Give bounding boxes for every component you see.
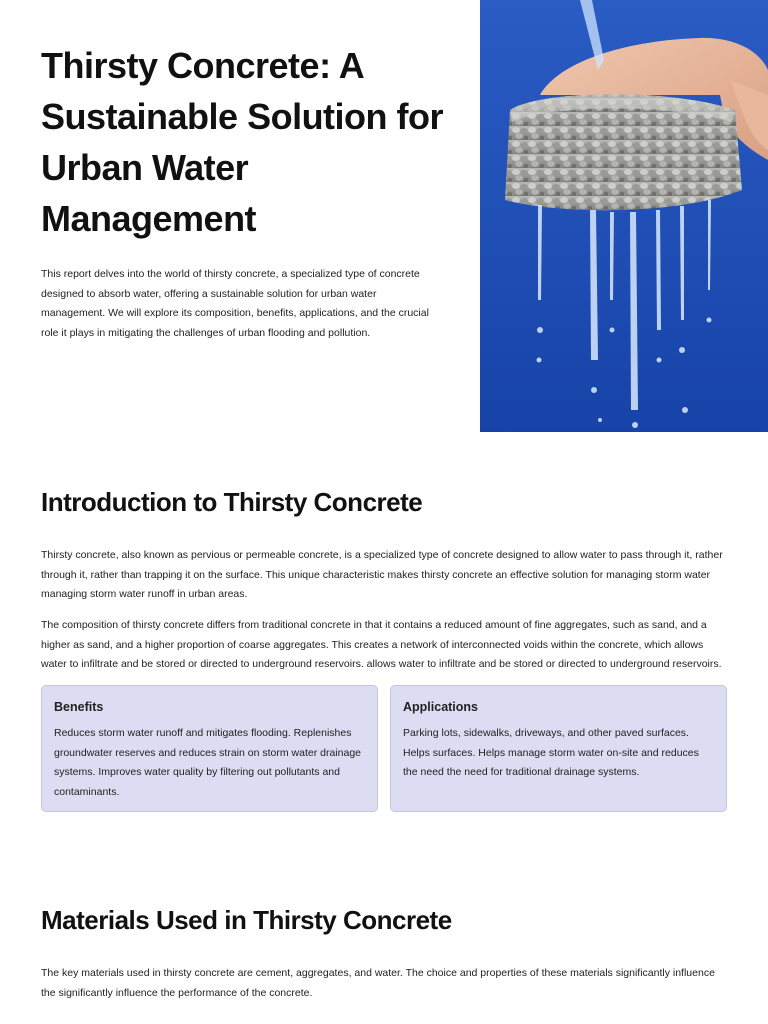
applications-text: Parking lots, sidewalks, driveways, and other paved surfaces. Helps surfaces. Helps manage storm water on-site and reduces the need the need for traditional drainage systems.: [403, 727, 699, 778]
pervious-concrete-photo: [480, 0, 768, 432]
materials-heading: Materials Used in Thirsty Concrete: [41, 905, 452, 935]
intro-heading: Introduction to Thirsty Concrete: [41, 487, 423, 517]
benefits-text: Reduces storm water runoff and mitigates flooding. Replenishes groundwater reserves and reduces strain on storm water drainage systems. Improves water quality by filtering out pollutants and contaminants.: [54, 727, 361, 798]
intro-paragraph-2: The composition of thirsty concrete differs from traditional concrete in that it contains a reduced amount of fine aggregates, such as sand, and a higher as sand, and a higher proportion of coarse aggregates. This creates a network of interconnected voids within the concrete, which allows water to infiltrate and be stored or directed to underground reservoirs. allows water to infiltrate and be stored or directed to underground reservoirs.: [41, 619, 722, 670]
intro-paragraph-1: Thirsty concrete, also known as pervious or permeable concrete, is a specialized type of concrete designed to allow water to pass through it, rather through it, rather than trapping it on the surface. This unique characteristic makes thirsty concrete an effective solution for managing storm water managing storm water runoff in urban areas.: [41, 549, 723, 600]
benefits-title: Benefits: [54, 700, 104, 714]
intro-paragraph: This report delves into the world of thirsty concrete, a specialized type of concrete designed to absorb water, offering a sustainable solution for urban water management. We will explore its composition, benefits, applications, and the crucial role it plays in mitigating the challenges of urban flooding and pollution.: [41, 268, 429, 339]
benefits-card: [41, 685, 378, 812]
applications-title: Applications: [403, 700, 479, 714]
applications-card: [390, 685, 727, 812]
page-title: Thirsty Concrete: A Sustainable Solution for Urban Water Management: [41, 45, 444, 239]
materials-paragraph-1: The key materials used in thirsty concrete are cement, aggregates, and water. The choice and properties of these materials significantly influence the significantly influence the performance of the concrete.: [41, 967, 715, 999]
